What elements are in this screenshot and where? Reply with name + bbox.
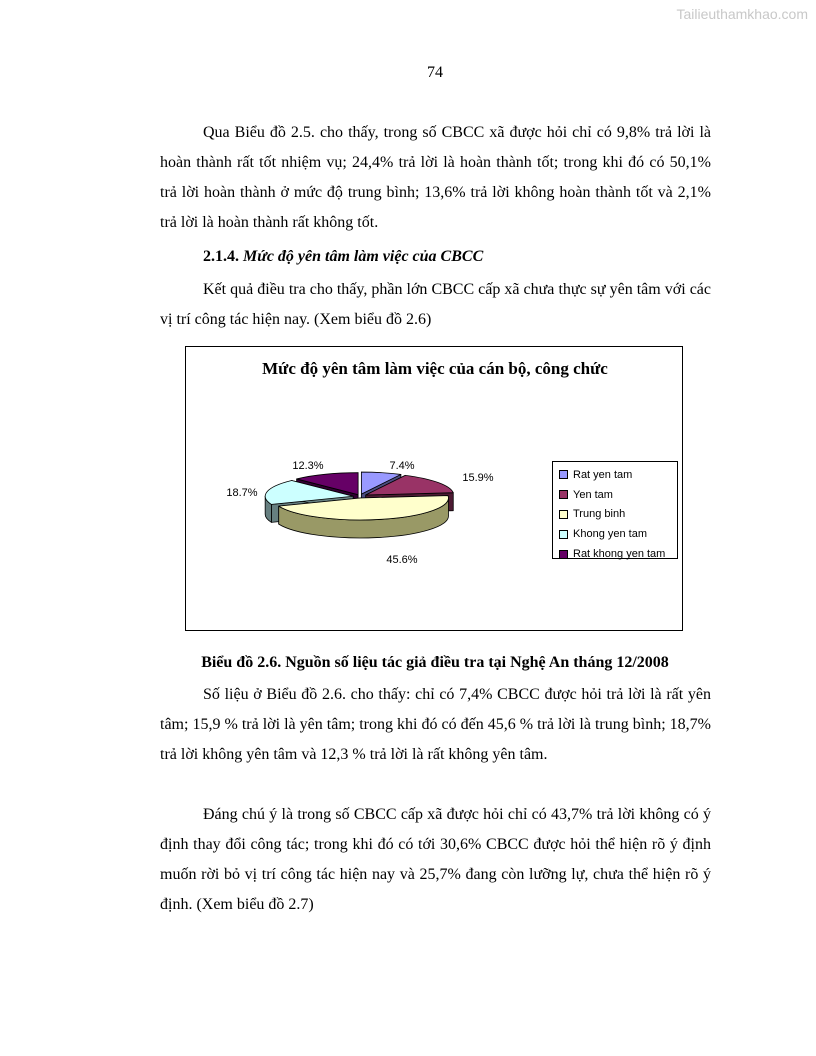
legend-swatch (559, 530, 568, 539)
legend-item (559, 485, 677, 505)
section-title: Mức độ yên tâm làm việc của CBCC (243, 248, 484, 265)
pie-data-label: 15.9% (462, 472, 494, 484)
legend-swatch (559, 510, 568, 519)
paragraph-1: Qua Biểu đồ 2.5. cho thấy, trong số CBCC xã được hỏi chỉ có 9,8% trả lời là hoàn thành rất tốt nhiệm vụ; 24,4% trả lời là hoàn thành tốt; trong khi đó có 50,1% trả lời hoàn thành ở mức độ trung bình; 13,6% trả lời không hoàn thành tốt và 2,1% trả lời là hoàn thành rất không tốt. (160, 124, 711, 231)
pie-data-label: 45.6% (386, 554, 418, 566)
section-number: 2.1.4. (203, 248, 239, 265)
legend-item (559, 465, 677, 485)
legend-swatch (559, 470, 568, 479)
legend-item (559, 544, 677, 564)
paragraph-2: Kết quả điều tra cho thấy, phần lớn CBCC cấp xã chưa thực sự yên tâm với các vị trí công tác hiện nay. (Xem biểu đồ 2.6) (160, 281, 711, 328)
figure-caption: Biểu đồ 2.6. Nguồn số liệu tác giả điều tra tại Nghệ An tháng 12/2008 (201, 654, 669, 671)
paragraph-3: Số liệu ở Biểu đồ 2.6. cho thấy: chỉ có 7,4% CBCC được hỏi trả lời là rất yên tâm; 15,9 % trả lời là yên tâm; trong khi đó có đến 45,6 % trả lời là trung bình; 18,7% trả lời không yên tâm và 12,3 % trả lời là rất không yên tâm. (160, 686, 711, 763)
chart-title: Mức độ yên tâm làm việc của cán bộ, công chức (262, 359, 608, 378)
pie-chart (185, 346, 683, 631)
legend-label: Yen tam (573, 488, 613, 501)
pie-data-label: 18.7% (226, 487, 258, 499)
section-heading (203, 242, 483, 272)
legend-item (559, 505, 677, 525)
legend-label: Khong yen tam (573, 528, 647, 541)
page-number: 74 (427, 64, 443, 81)
legend-swatch (559, 550, 568, 559)
watermark: Tailieuthamkhao.com (676, 6, 808, 22)
pie-data-label: 12.3% (292, 460, 324, 472)
legend-label: Rat yen tam (573, 468, 633, 481)
legend-swatch (559, 490, 568, 499)
legend-label: Trung binh (573, 508, 626, 521)
legend-item (559, 524, 677, 544)
chart-legend (552, 461, 678, 559)
legend-label: Rat khong yen tam (573, 548, 666, 561)
paragraph-4: Đáng chú ý là trong số CBCC cấp xã được hỏi chỉ có 43,7% trả lời không có ý định thay đổi công tác; trong khi đó có tới 30,6% CBCC được hỏi thể hiện rõ ý định muốn rời bỏ vị trí công tác hiện nay và 25,7% đang còn lưỡng lự, chưa thể hiện rõ ý định. (Xem biểu đồ 2.7) (160, 806, 711, 913)
pie-data-label: 7.4% (389, 460, 415, 472)
